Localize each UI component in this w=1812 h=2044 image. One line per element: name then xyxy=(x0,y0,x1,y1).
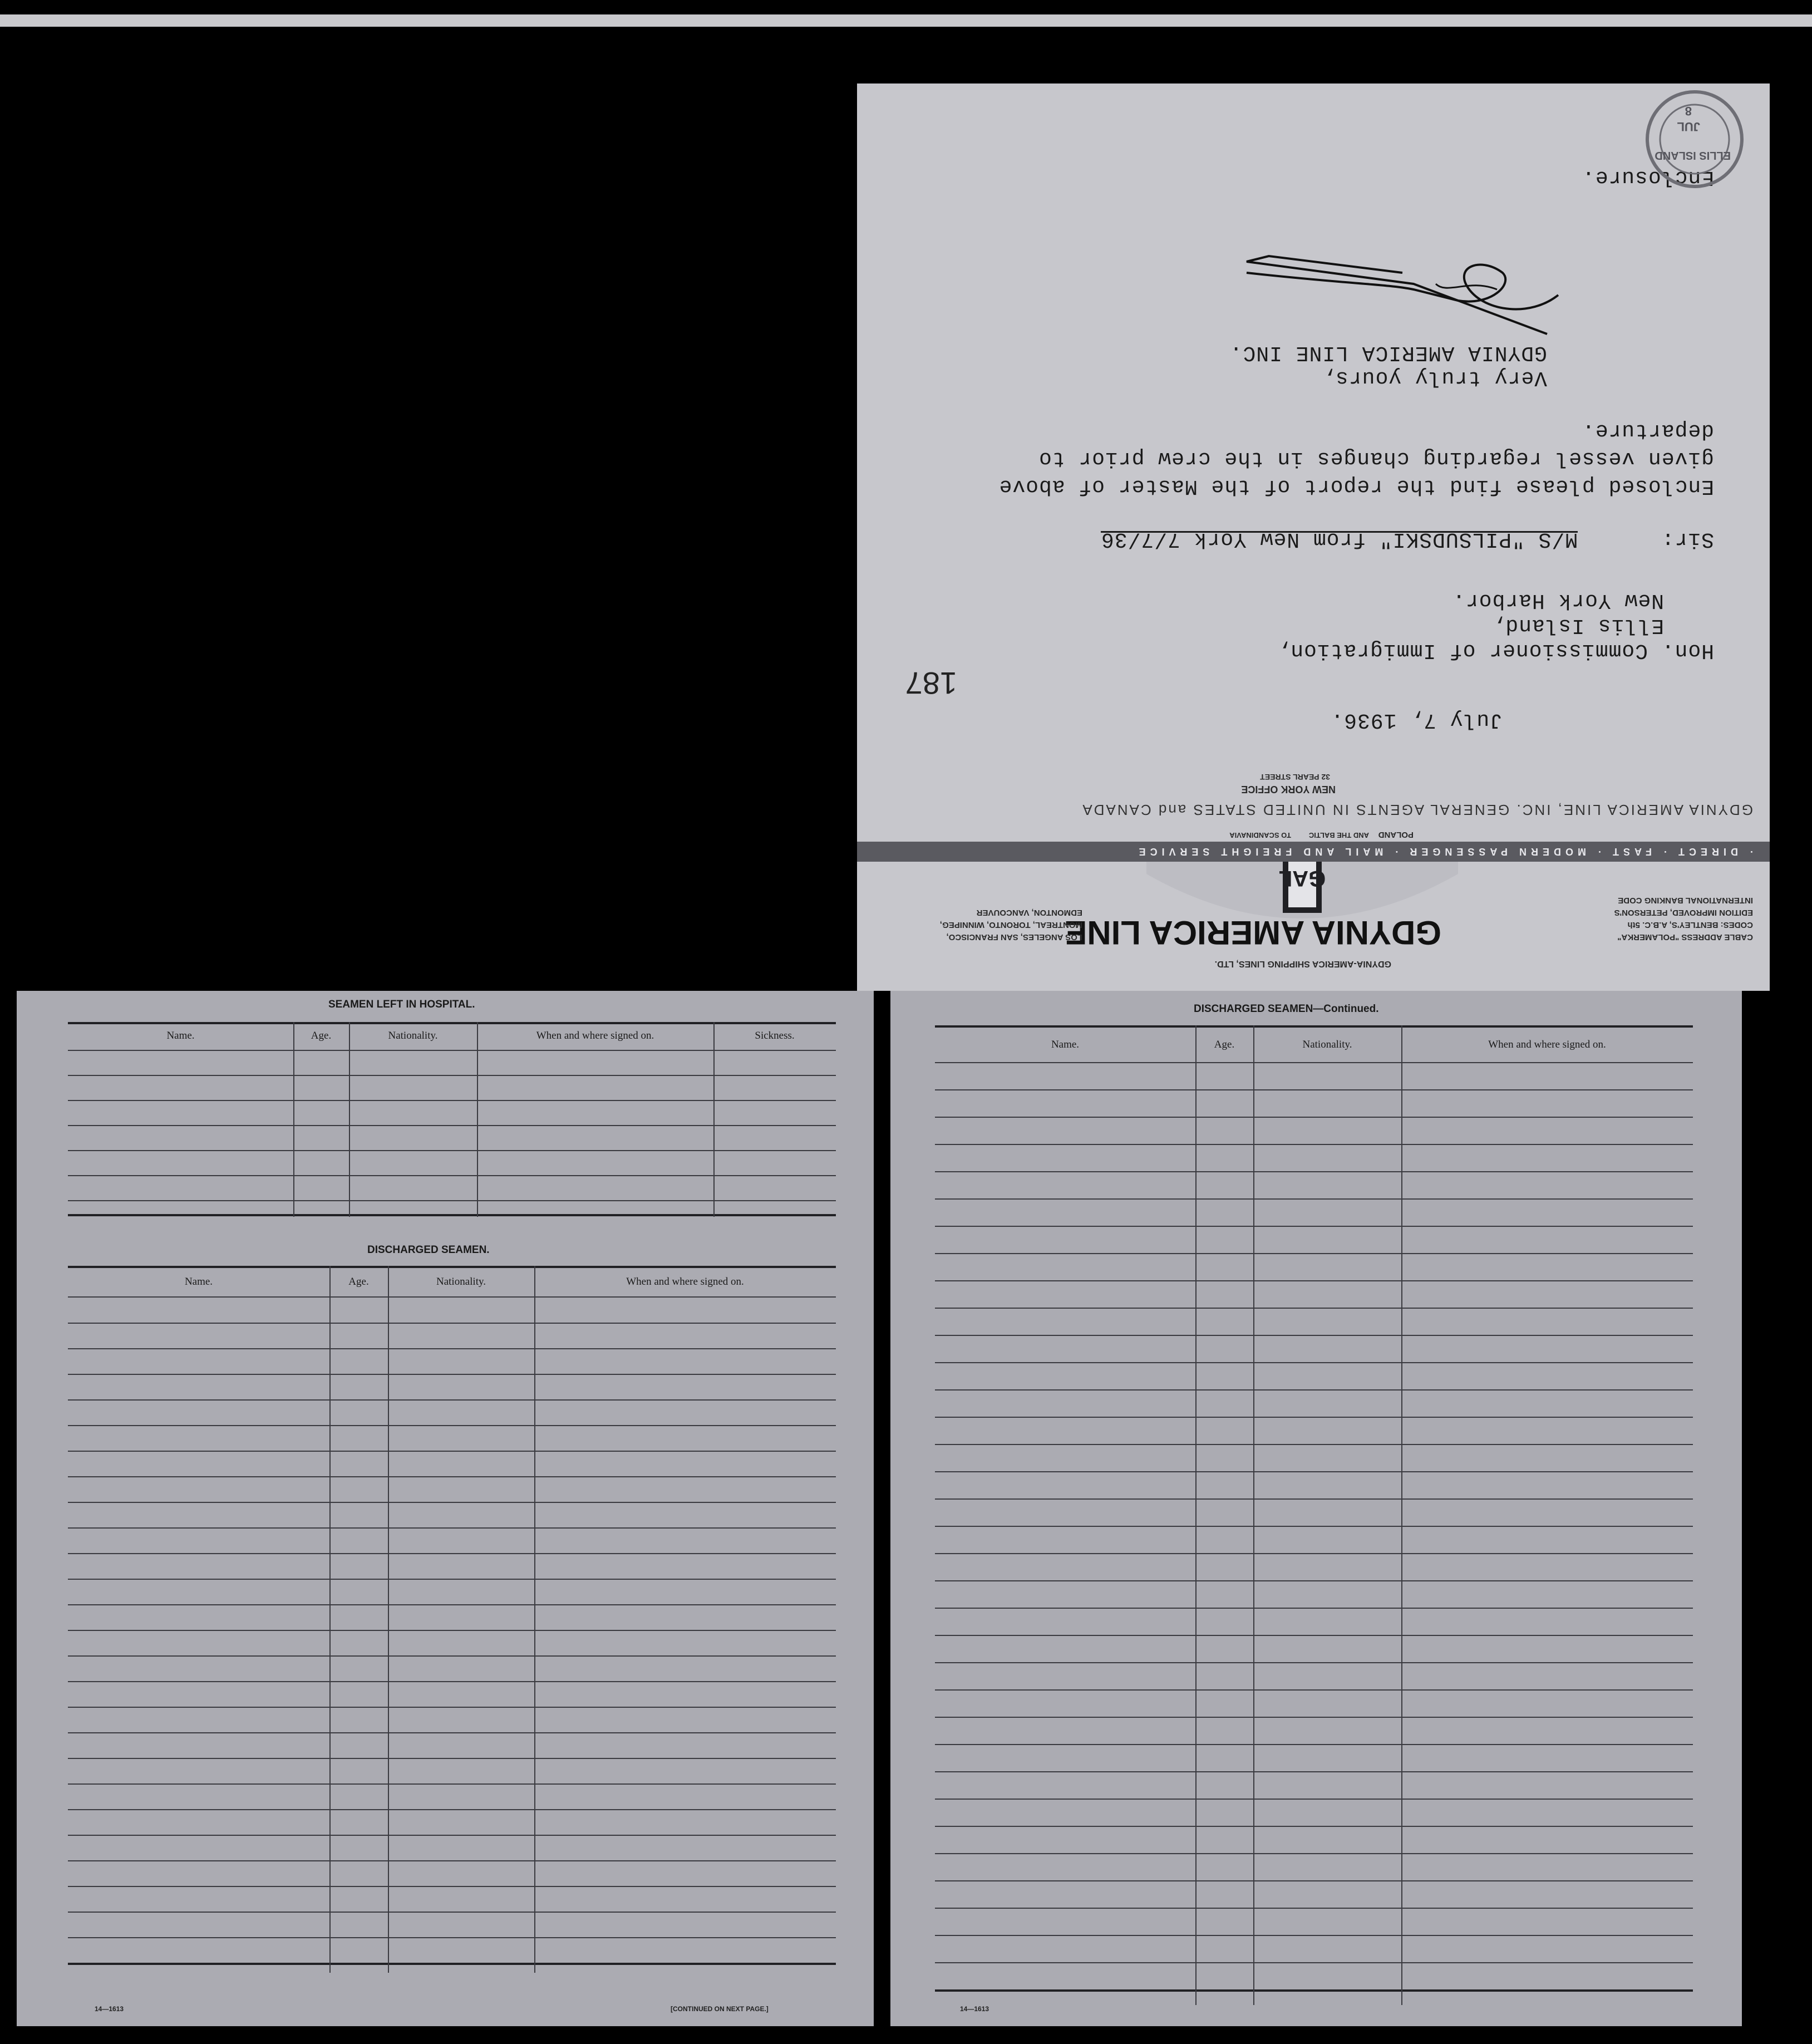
body-line-2: given vessel regarding changes in the crew prior to xyxy=(1038,446,1714,470)
hospital-section-title: SEAMEN LEFT IN HOSPITAL. xyxy=(328,999,475,1010)
cable-edition: EDITION IMPROVED, PETERSON'S xyxy=(1614,908,1753,917)
hospital-col-sickness: Sickness. xyxy=(755,1030,795,1041)
stamp-month: JUL xyxy=(1677,120,1700,134)
stamp-text: ELLIS ISLAND xyxy=(1655,149,1731,161)
cable-codes: CODES: BENTLEY'S, A.B.C. 5th xyxy=(1627,920,1753,930)
office-cities-3: EDMONTON, VANCOUVER xyxy=(976,908,1082,917)
right-col-age: Age. xyxy=(1214,1039,1235,1050)
cable-address: CABLE ADDRESS "POLAMERKA" xyxy=(1617,932,1753,942)
body-line-1: Enclosed please find the report of the Master of above xyxy=(998,474,1714,498)
route-baltic: AND THE BALTIC xyxy=(1308,831,1369,839)
discharged-col-name: Name. xyxy=(184,1276,213,1288)
closing-company: GDYNIA AMERICA LINE INC. xyxy=(1229,341,1547,365)
stamp-day: 8 xyxy=(1685,104,1692,118)
service-band-text: · DIRECT · FAST · MODERN PASSENGER · MAIL AND FREIGHT SERVICE xyxy=(1134,846,1753,857)
general-agents-line: GDYNIA AMERICA LINE, INC. GENERAL AGENTS IN UNITED STATES and CANADA xyxy=(1081,802,1753,818)
ellis-island-stamp xyxy=(1631,89,1759,189)
left-form-page xyxy=(17,991,874,2026)
signature xyxy=(1235,234,1580,345)
body-line-3: departure. xyxy=(1581,419,1714,443)
discharged-col-age: Age. xyxy=(348,1276,369,1288)
hospital-col-age: Age. xyxy=(311,1030,332,1041)
letter-date: July 7, 1936. xyxy=(1330,708,1503,732)
logo-text: GDYNIA AMERICA LINE xyxy=(1065,914,1441,951)
office-cities-2: MONTREAL, TORONTO, WINNIPEG, xyxy=(939,920,1082,930)
hospital-col-signed-on: When and where signed on. xyxy=(536,1030,654,1041)
svg-text:GAL: GAL xyxy=(1278,866,1326,891)
office-cities-1: LOS ANGELES, SAN FRANCISCO, xyxy=(946,932,1082,942)
discharged-table xyxy=(68,1266,836,1973)
left-form-number: 14—1613 xyxy=(95,2005,124,2013)
right-section-title: DISCHARGED SEAMEN—Continued. xyxy=(1194,1003,1379,1015)
addressee-line-2: Ellis Island, xyxy=(1491,613,1664,637)
closing-line-1: Very truly yours, xyxy=(1322,366,1547,390)
right-col-nationality: Nationality. xyxy=(1302,1039,1352,1050)
salutation: Sir: xyxy=(1661,527,1714,551)
hospital-col-name: Name. xyxy=(166,1030,195,1041)
stamp-graphic xyxy=(1631,89,1759,189)
continued-note: [CONTINUED ON NEXT PAGE.] xyxy=(671,2005,769,2013)
page-number: 187 xyxy=(905,666,957,701)
letter-content xyxy=(857,83,1770,991)
cable-banking: INTERNATIONAL BANKING CODE xyxy=(1618,896,1753,905)
right-col-name: Name. xyxy=(1051,1039,1080,1050)
office-title: NEW YORK OFFICE xyxy=(1241,784,1336,795)
route-scandinavia: TO SCANDINAVIA xyxy=(1229,831,1291,839)
right-col-signed-on: When and where signed on. xyxy=(1488,1039,1606,1050)
discharged-col-nationality: Nationality. xyxy=(436,1276,486,1288)
hospital-table xyxy=(68,1022,836,1217)
subject-line: M/S "PILSUDSKI" from New York 7/7/36 xyxy=(1101,527,1578,551)
enclosure-label: Enclosure. xyxy=(1581,165,1714,189)
addressee-line-3: New York Harbor. xyxy=(1452,588,1664,612)
letter-page xyxy=(857,83,1770,991)
route-poland: POLAND xyxy=(1378,830,1414,839)
discharged-col-signed-on: When and where signed on. xyxy=(626,1276,744,1288)
scanner-edge-strip xyxy=(0,14,1812,27)
hospital-col-nationality: Nationality. xyxy=(388,1030,438,1041)
office-address: 32 PEARL STREET xyxy=(1260,773,1330,782)
discharged-section-title: DISCHARGED SEAMEN. xyxy=(367,1244,490,1256)
right-discharged-table xyxy=(935,1025,1693,2005)
right-form-number: 14—1613 xyxy=(960,2005,989,2013)
addressee-line-1: Hon. Commissioner of Immigration, xyxy=(1277,638,1714,662)
company-subtitle: GDYNIA-AMERICA SHIPPING LINES, LTD. xyxy=(1214,959,1391,969)
right-form-page xyxy=(890,991,1742,2026)
